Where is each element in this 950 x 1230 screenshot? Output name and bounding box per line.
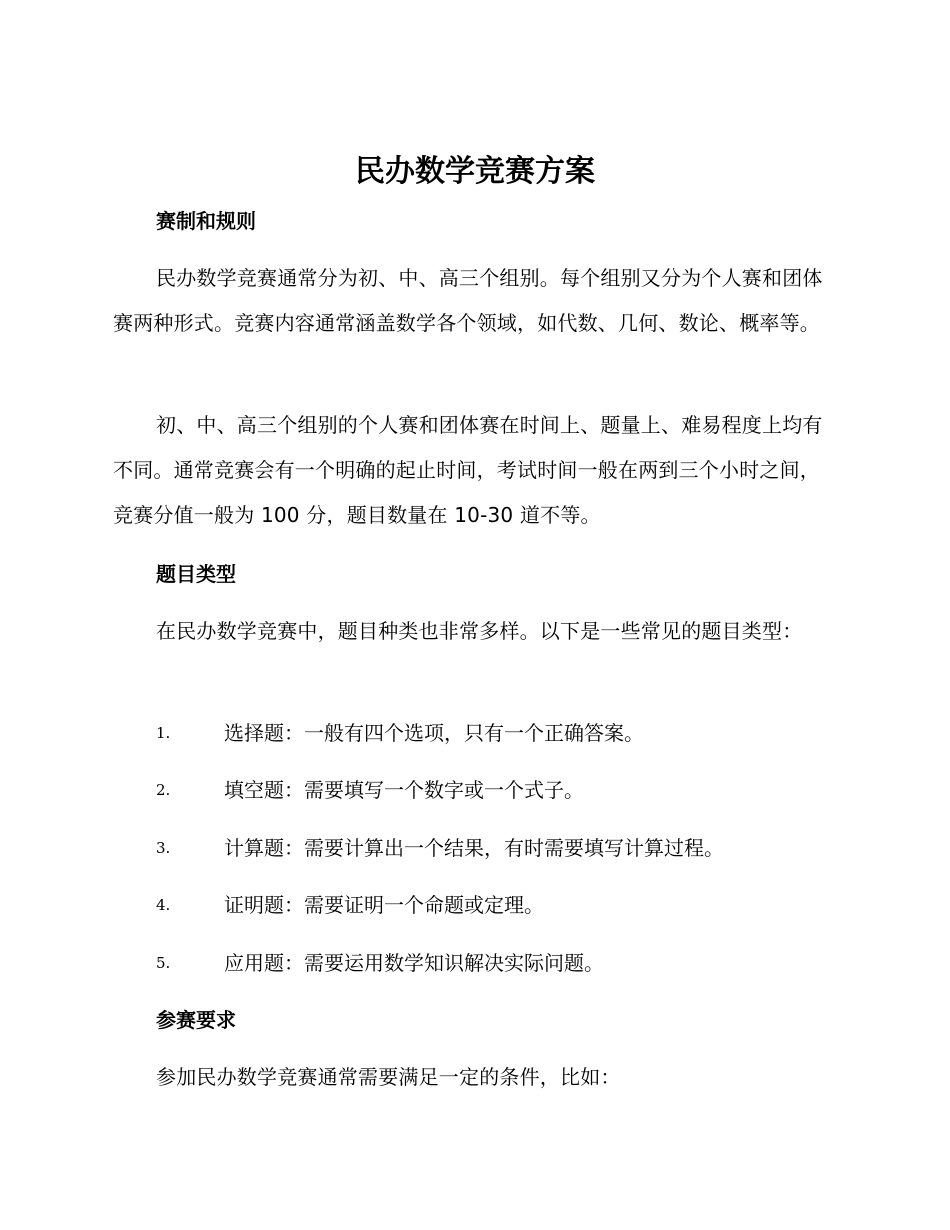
list-item-number: 4. bbox=[156, 896, 171, 914]
section-heading-requirements: 参赛要求 bbox=[156, 1008, 236, 1032]
paragraph-rules-1: 民办数学竞赛通常分为初、中、高三个组别。每个组别又分为个人赛和团体赛两种形式。竞赛内容通常涵盖数学各个领域，如代数、几何、数论、概率等。 bbox=[113, 266, 823, 335]
list-item-number: 5. bbox=[156, 954, 171, 972]
paragraph-rules-2: 初、中、高三个组别的个人赛和团体赛在时间上、题量上、难易程度上均有不同。通常竞赛会有一个明确的起止时间，考试时间一般在两到三个小时之间，竞赛分值一般为 100 分，题目数量在 10-30 道不等。 bbox=[113, 413, 823, 527]
section-heading-rules: 赛制和规则 bbox=[156, 209, 256, 233]
list-item-text: 证明题：需要证明一个命题或定理。 bbox=[224, 893, 544, 917]
document-title: 民办数学竞赛方案 bbox=[355, 154, 595, 189]
list-item-number: 2. bbox=[156, 781, 171, 799]
list-item-text: 填空题：需要填写一个数字或一个式子。 bbox=[224, 778, 584, 802]
paragraph-requirements-intro: 参加民办数学竞赛通常需要满足一定的条件，比如： bbox=[156, 1065, 621, 1089]
list-item-number: 1. bbox=[156, 724, 171, 742]
section-heading-question-types: 题目类型 bbox=[156, 562, 236, 586]
list-item-text: 应用题：需要运用数学知识解决实际问题。 bbox=[224, 951, 604, 975]
list-item-text: 选择题：一般有四个选项，只有一个正确答案。 bbox=[224, 721, 644, 745]
list-item-text: 计算题：需要计算出一个结果，有时需要填写计算过程。 bbox=[224, 836, 724, 860]
paragraph-question-types-intro: 在民办数学竞赛中，题目种类也非常多样。以下是一些常见的题目类型： bbox=[156, 619, 803, 643]
list-item-number: 3. bbox=[156, 839, 171, 857]
